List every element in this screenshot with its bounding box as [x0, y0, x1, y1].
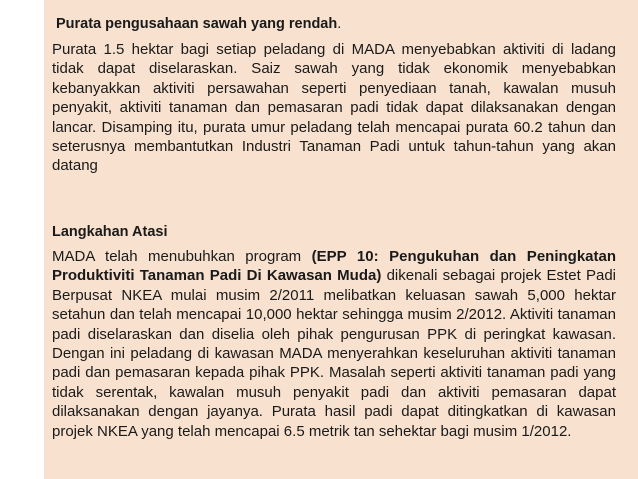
paragraph-solution-intro: MADA telah menubuhkan program	[52, 248, 312, 265]
section-heading-low-holding	[56, 15, 341, 34]
section-heading-solution: Langkahan Atasi	[52, 224, 168, 240]
program-name-bold: (EPP 10: Pengukuhan dan Peningkatan Produktiviti Tanaman Padi Di Kawasan Muda)	[52, 248, 616, 285]
paragraph-low-holding: Purata 1.5 hektar bagi setiap peladang di MADA menyebabkan aktiviti di ladang tidak dapat diselaraskan. Saiz sawah yang tidak ekonomik menyebabkan kebanyakkan aktiviti persawahan seperti penyediaan tanah, kawalan musuh penyakit, aktiviti tanaman dan pemasaran padi tidak dapat dilaksanakan dengan lancar. Disamping itu, purata umur peladang telah mencapai purata 60.2 tahun dan seterusnya membantutkan Industri Tanaman Padi untuk tahun-tahun yang akan datang	[52, 41, 616, 175]
paragraph-solution	[52, 247, 616, 441]
section-heading-text: Purata pengusahaan sawah yang rendah	[56, 16, 338, 32]
section-heading-suffix: .	[337, 16, 342, 32]
paragraph-solution-rest: dikenali sebagai projek Estet Padi Berpusat NKEA mulai musim 2/2011 melibatkan keluasan sawah 5,000 hektar setahun dan telah mencapai 10,000 hektar sehingga musim 2/2012. Aktiviti tanaman padi diselaraskan dan diselia oleh pihak pengurusan PPK di peringkat kawasan. Dengan ini peladang di kawasan MADA menyerahkan keseluruhan aktiviti tanaman padi dan pemasaran kepada pihak PPK. Masalah seperti aktiviti tanaman padi yang tidak serentak, kawalan musuh penyakit padi dan aktiviti pemasaran dapat dilaksanakan dengan jayanya. Purata hasil padi dapat ditingkatkan di kawasan projek NKEA yang telah mencapai 6.5 metrik tan sehektar bagi musim 1/2012.	[52, 267, 617, 440]
